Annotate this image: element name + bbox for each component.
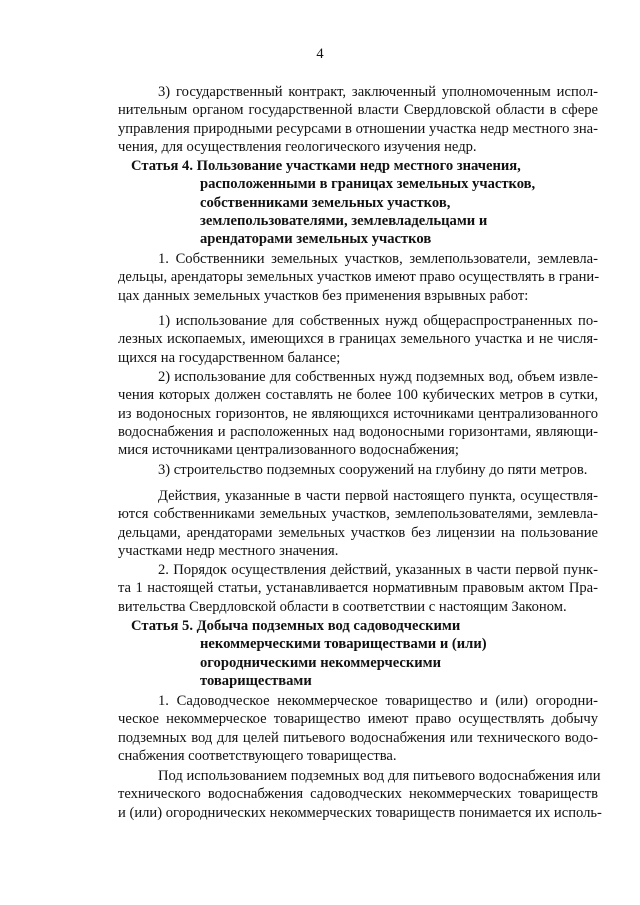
text-line: управления природными ресурсами в отношении участка недр местного зна- bbox=[118, 120, 598, 137]
paragraph-owners-rights bbox=[118, 250, 598, 305]
text-line: 3) строительство подземных сооружений на глубину до пяти метров. bbox=[158, 462, 588, 478]
text-line: технического водоснабжения садоводческих некоммерческих товариществ bbox=[118, 786, 598, 803]
text-line: 1) использование для собственных нужд общераспространенных по- bbox=[158, 313, 598, 329]
text-line: чения, для осуществления геологического изучения недр. bbox=[118, 138, 477, 155]
paragraph-actions bbox=[118, 487, 598, 560]
paragraph-water-use bbox=[118, 767, 602, 822]
text-line: 2. Порядок осуществления действий, указанных в части первой пунк- bbox=[158, 562, 598, 578]
text-line: из водоносных горизонтов, не являющихся источниками централизованного bbox=[118, 405, 598, 422]
text-line: нительным органом государственной власти Свердловской области в сфере bbox=[118, 102, 598, 119]
text-line: 3) государственный контракт, заключенный уполномоченным испол- bbox=[158, 84, 598, 100]
heading-line: Статья 5. Добыча подземных вод садоводческими bbox=[131, 618, 461, 634]
text-line: цах данных земельных участков без применения взрывных работ: bbox=[118, 287, 529, 304]
heading-line: расположенными в границах земельных участков, bbox=[200, 176, 536, 193]
paragraph-contract bbox=[118, 83, 598, 156]
text-line: и (или) огороднических некоммерческих товариществ понимается их исполь- bbox=[118, 804, 602, 821]
paragraph-procedure bbox=[118, 561, 598, 616]
paragraph-snt-rights bbox=[118, 692, 598, 765]
heading-line: некоммерческими товариществами и (или) bbox=[200, 636, 487, 653]
text-line: лезных ископаемых, имеющихся в границах земельного участка и не числя- bbox=[118, 331, 598, 348]
text-line: водоснабжения и расположенных над водоносными горизонтами, являющи- bbox=[118, 423, 598, 440]
text-line: ческое некоммерческое товарищество имеют право осуществлять добычу bbox=[118, 711, 598, 728]
text-line: щихся на государственном балансе; bbox=[118, 349, 341, 366]
article-4-heading bbox=[0, 157, 640, 248]
article-5-heading bbox=[0, 617, 640, 690]
text-line: 1. Собственники земельных участков, землепользователи, землевла- bbox=[158, 251, 598, 267]
text-line: ются собственниками земельных участков, землепользователями, землевла- bbox=[118, 506, 598, 523]
heading-line: Статья 4. Пользование участками недр местного значения, bbox=[131, 158, 521, 174]
paragraph-item-1 bbox=[118, 312, 598, 367]
text-line: дельцы, арендаторы земельных участков имеют право осуществлять в грани- bbox=[118, 269, 600, 286]
heading-line: арендаторами земельных участков bbox=[200, 231, 432, 248]
text-line: подземных вод для целей питьевого водоснабжения или технического водо- bbox=[118, 729, 598, 746]
text-line: вительства Свердловской области в соответствии с настоящим Законом. bbox=[118, 598, 567, 615]
text-line: участками недр местного значения. bbox=[118, 542, 339, 559]
heading-line: собственниками земельных участков, bbox=[200, 194, 451, 211]
text-line: 2) использование для собственных нужд подземных вод, объем извле- bbox=[158, 369, 598, 385]
text-line: дельцами, арендаторами земельных участков без лицензии на пользование bbox=[118, 524, 598, 541]
text-line: 1. Садоводческое некоммерческое товарищество и (или) огородни- bbox=[158, 693, 598, 709]
text-line: Под использованием подземных вод для питьевого водоснабжения или bbox=[158, 768, 601, 784]
heading-line: землепользователями, землевладельцами и bbox=[200, 212, 488, 229]
text-line: чения которых должен составлять не более 100 кубических метров в сутки, bbox=[118, 387, 598, 404]
text-line: снабжения соответствующего товарищества. bbox=[118, 747, 397, 764]
heading-line: товариществами bbox=[200, 672, 312, 689]
text-line: Действия, указанные в части первой настоящего пункта, осуществля- bbox=[158, 488, 598, 504]
page-number: 4 bbox=[316, 46, 324, 62]
heading-line: огородническими некоммерческими bbox=[200, 654, 441, 671]
paragraph-item-2 bbox=[118, 368, 598, 459]
text-line: мися источниками централизованного водоснабжения; bbox=[118, 442, 459, 459]
paragraph-item-3 bbox=[118, 461, 598, 479]
text-line: та 1 настоящей статьи, устанавливается нормативным правовым актом Пра- bbox=[118, 580, 598, 597]
